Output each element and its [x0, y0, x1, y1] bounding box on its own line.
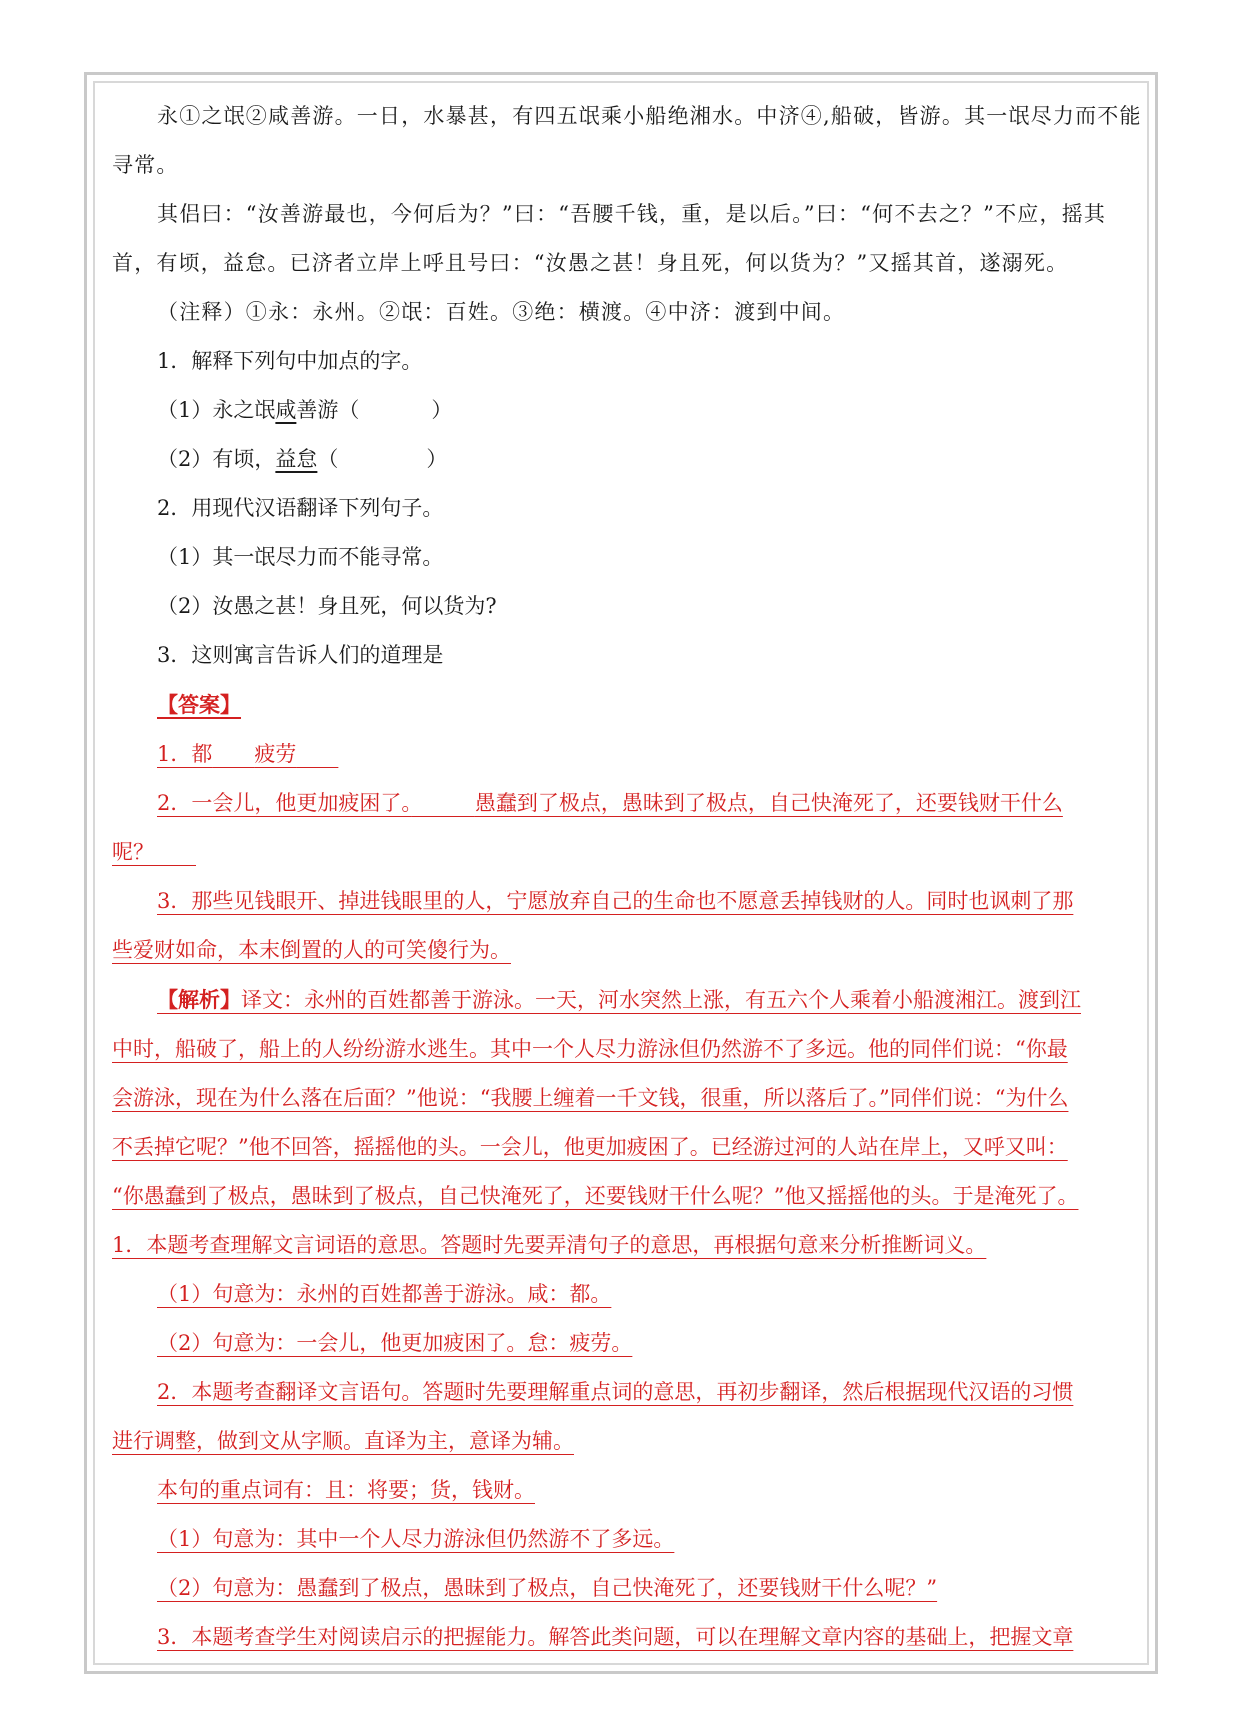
analysis-text-1: 译文：永州的百姓都善于游泳。一天，河水突然上涨，有五六个人乘着小船渡湘江。渡到江: [241, 988, 1081, 1012]
analysis-line-11: [112, 1466, 1132, 1515]
answer-1-tail: [296, 742, 338, 766]
analysis-line-7: [112, 1270, 1132, 1319]
analysis-line-10: [112, 1417, 1132, 1466]
passage-line-1: 永①之氓②咸善游。一日，水暴甚，有四五氓乘小船绝湘水。中济④,船破，皆游。其一氓尽力而不能: [157, 104, 1142, 128]
answer-1-gap: [212, 742, 254, 766]
answer-2-gap: [412, 791, 475, 815]
question-1-2-dotted-char: 益怠: [275, 447, 318, 471]
analysis-line-4: [112, 1123, 1132, 1172]
analysis-line-8: [112, 1319, 1132, 1368]
answer-2-part-1: 2．一会儿，他更加疲困了。: [157, 791, 412, 815]
question-1-2-prefix: （2）有顷，: [157, 447, 276, 471]
answer-3-line-1: [112, 877, 1132, 926]
analysis-text-12: （1）句意为：其中一个人尽力游泳但仍然游不了多远。: [157, 1527, 675, 1551]
analysis-line-3: [112, 1074, 1132, 1123]
analysis-line-12: [112, 1515, 1132, 1564]
analysis-line-6: [112, 1221, 1132, 1270]
analysis-line-9: [112, 1368, 1132, 1417]
answer-label-text: 【答案】: [157, 692, 241, 717]
passage-line-2: 寻常。: [112, 153, 179, 177]
analysis-text-4: 不丢掉它呢？”他不回答，摇摇他的头。一会儿，他更加疲困了。已经游过河的人站在岸上，又呼又叫：: [112, 1135, 1068, 1159]
answer-3-line-2: [112, 926, 1132, 975]
answer-2-line-2: [112, 828, 1132, 877]
question-1-2: [112, 435, 1132, 484]
question-1-1-suffix: 善游（: [296, 398, 360, 422]
question-2-2: （2）汝愚之甚！身且死，何以货为?: [157, 594, 497, 618]
analysis-text-5: “你愚蠢到了极点，愚昧到了极点，自己快淹死了，还要钱财干什么呢？”他又摇摇他的头。于是淹死了。: [112, 1184, 1079, 1208]
passage-line-3: 其侣曰：“汝善游最也，今何后为？”曰：“吾腰千钱，重，是以后。”曰：“何不去之？”不应，摇其: [157, 202, 1107, 226]
analysis-text-7: （1）句意为：永州的百姓都善于游泳。咸：都。: [157, 1282, 612, 1306]
analysis-line-5: [112, 1172, 1132, 1221]
question-2: 2．用现代汉语翻译下列句子。: [157, 496, 444, 520]
question-2-1: （1）其一氓尽力而不能寻常。: [157, 545, 444, 569]
question-1-1: [112, 386, 1132, 435]
answer-2-part-3: 呢？: [112, 840, 154, 864]
answer-3-text-2: 些爱财如命，本末倒置的人的可笑傻行为。: [112, 938, 511, 962]
analysis-line-14: [112, 1613, 1132, 1662]
analysis-line-2: [112, 1025, 1132, 1074]
analysis-line-1: [112, 975, 1132, 1025]
answer-2-tail: [154, 840, 196, 864]
question-3: 3．这则寓言告诉人们的道理是: [157, 643, 444, 667]
question-1-1-dotted-char: 咸: [275, 398, 297, 422]
answer-2-part-2: 愚蠢到了极点，愚昧到了极点，自己快淹死了，还要钱财干什么: [474, 791, 1063, 815]
analysis-text-8: （2）句意为：一会儿，他更加疲困了。怠：疲劳。: [157, 1331, 633, 1355]
analysis-text-13: （2）句意为：愚蠢到了极点，愚昧到了极点，自己快淹死了，还要钱财干什么呢？”: [157, 1576, 938, 1600]
answer-1-value: 疲劳: [254, 742, 297, 766]
question-1-2-close: ）: [426, 447, 448, 471]
answer-label: [112, 680, 1132, 730]
analysis-label: 【解析】: [157, 987, 241, 1012]
question-1-1-prefix: （1）永之氓: [157, 398, 276, 422]
analysis-line-13: [112, 1564, 1132, 1613]
analysis-text-11: 本句的重点词有：且：将要；货，钱财。: [157, 1478, 535, 1502]
answer-3-text-1: 3．那些见钱眼开、掉进钱眼里的人，宁愿放弃自己的生命也不愿意丢掉钱财的人。同时也讽刺了那: [157, 889, 1074, 913]
analysis-text-9: 2．本题考查翻译文言语句。答题时先要理解重点词的意思，再初步翻译，然后根据现代汉语的习惯: [157, 1380, 1074, 1404]
passage-line-4: 首，有顷，益怠。已济者立岸上呼且号曰：“汝愚之甚！身且死，何以货为？”又摇其首，遂溺死。: [112, 251, 1069, 275]
passage-notes: （注释）①永：永州。②氓：百姓。③绝：横渡。④中济：渡到中间。: [157, 300, 846, 324]
answer-1: [112, 730, 1132, 779]
analysis-text-6: 1．本题考查理解文言词语的意思。答题时先要弄清句子的意思，再根据句意来分析推断词义。: [112, 1233, 987, 1257]
analysis-text-3: 会游泳，现在为什么落在后面？”他说：“我腰上缠着一千文钱，很重，所以落后了。”同伴们说：“为什么: [112, 1086, 1069, 1110]
answer-1-num: 1．都: [157, 742, 213, 766]
document-body: [112, 92, 1142, 1662]
answer-2-line-1: [112, 779, 1132, 828]
analysis-text-14: 3．本题考查学生对阅读启示的把握能力。解答此类问题，可以在理解文章内容的基础上，把握文章: [157, 1625, 1074, 1649]
question-1-2-suffix: （: [317, 447, 339, 471]
question-1-1-close: ）: [431, 398, 453, 422]
analysis-text-2: 中时，船破了，船上的人纷纷游水逃生。其中一个人尽力游泳但仍然游不了多远。他的同伴们说：“你最: [112, 1037, 1068, 1061]
analysis-text-10: 进行调整，做到文从字顺。直译为主，意译为辅。: [112, 1429, 574, 1453]
question-1: 1．解释下列句中加点的字。: [157, 349, 423, 373]
